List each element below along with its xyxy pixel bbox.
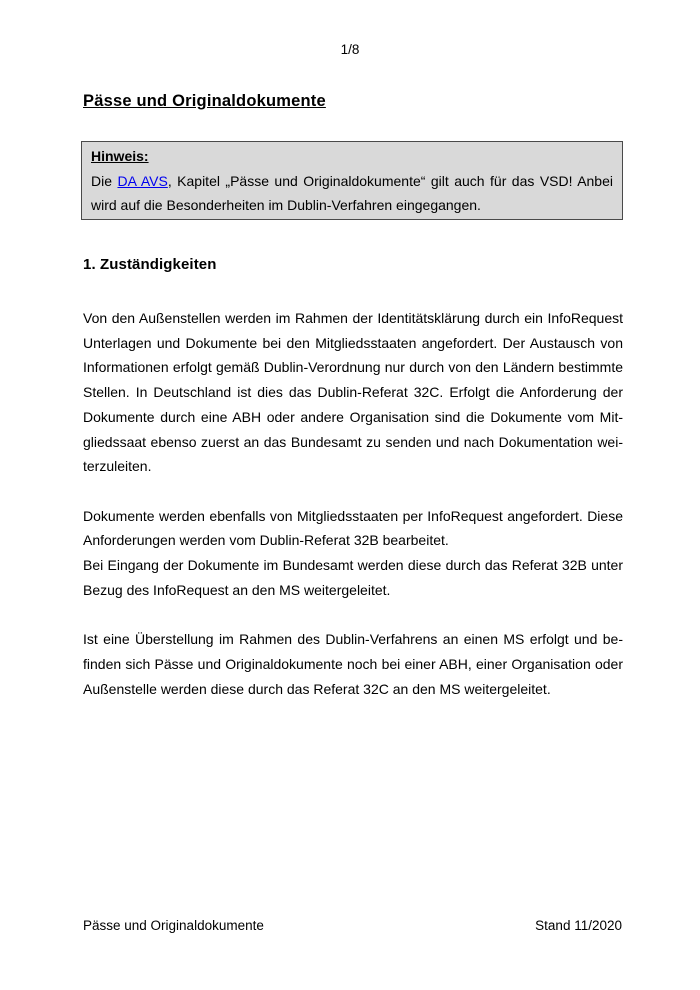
notice-line-2: wird auf die Besonderheiten im Dublin-Verfahren eingegangen. bbox=[91, 197, 481, 214]
paragraph-line: Außenstelle werden diese durch das Referat 32C an den MS weitergeleitet. bbox=[83, 680, 551, 697]
notice-line-1-suffix: , Kapitel „Pässe und Originaldokumente“ gilt auch für das VSD! Anbei bbox=[167, 172, 613, 189]
section-heading: 1. Zuständigkeiten bbox=[83, 256, 217, 273]
da-avs-link[interactable]: DA AVS bbox=[117, 172, 168, 189]
notice-box bbox=[81, 141, 623, 220]
body-text bbox=[83, 306, 623, 726]
paragraph-line: Bei Eingang der Dokumente im Bundesamt werden diese durch das Referat 32B unter bbox=[83, 557, 623, 574]
paragraph-line: Unterlagen und Dokumente bei den Mitgliedsstaaten angefordert. Der Austausch von bbox=[83, 334, 623, 351]
paragraph-line: finden sich Pässe und Originaldokumente noch bei einer ABH, einer Organisation oder bbox=[83, 655, 623, 672]
paragraph-line: Bezug des InfoRequest an den MS weitergeleitet. bbox=[83, 581, 391, 598]
paragraph-line: Anforderungen werden vom Dublin-Referat 32B bearbeitet. bbox=[83, 532, 449, 549]
paragraph-line: Von den Außenstellen werden im Rahmen der Identitätsklärung durch ein InfoRequest bbox=[83, 310, 623, 326]
page-footer bbox=[83, 918, 622, 933]
notice-line-1 bbox=[91, 169, 613, 194]
paragraph-line: gliedssaat ebenso zuerst an das Bundesamt zu senden und nach Dokumentation wei- bbox=[83, 433, 623, 450]
paragraph-line: Dokumente durch eine ABH oder andere Organisation sind die Dokumente vom Mit- bbox=[83, 408, 623, 425]
notice-label: Hinweis: bbox=[91, 148, 149, 164]
body-paragraph-3 bbox=[83, 627, 623, 701]
body-paragraph-1 bbox=[83, 306, 623, 479]
document-title: Pässe und Originaldokumente bbox=[83, 92, 326, 110]
notice-line-1-prefix: Die bbox=[91, 172, 118, 189]
footer-version-date: Stand 11/2020 bbox=[535, 918, 622, 933]
body-paragraph-2 bbox=[83, 504, 623, 603]
paragraph-line: Stellen. In Deutschland ist dies das Dublin-Referat 32C. Erfolgt die Anforderung der bbox=[83, 384, 623, 401]
footer-document-name: Pässe und Originaldokumente bbox=[83, 918, 264, 933]
paragraph-line: Ist eine Überstellung im Rahmen des Dublin-Verfahrens an einen MS erfolgt und be- bbox=[83, 631, 623, 648]
page-number: 1/8 bbox=[340, 42, 360, 57]
paragraph-line: Dokumente werden ebenfalls von Mitgliedsstaaten per InfoRequest angefordert. Diese bbox=[83, 507, 623, 524]
paragraph-line: terzuleiten. bbox=[83, 458, 152, 475]
paragraph-line: Informationen erfolgt gemäß Dublin-Verordnung nur durch von den Ländern bestimmte bbox=[83, 359, 623, 376]
